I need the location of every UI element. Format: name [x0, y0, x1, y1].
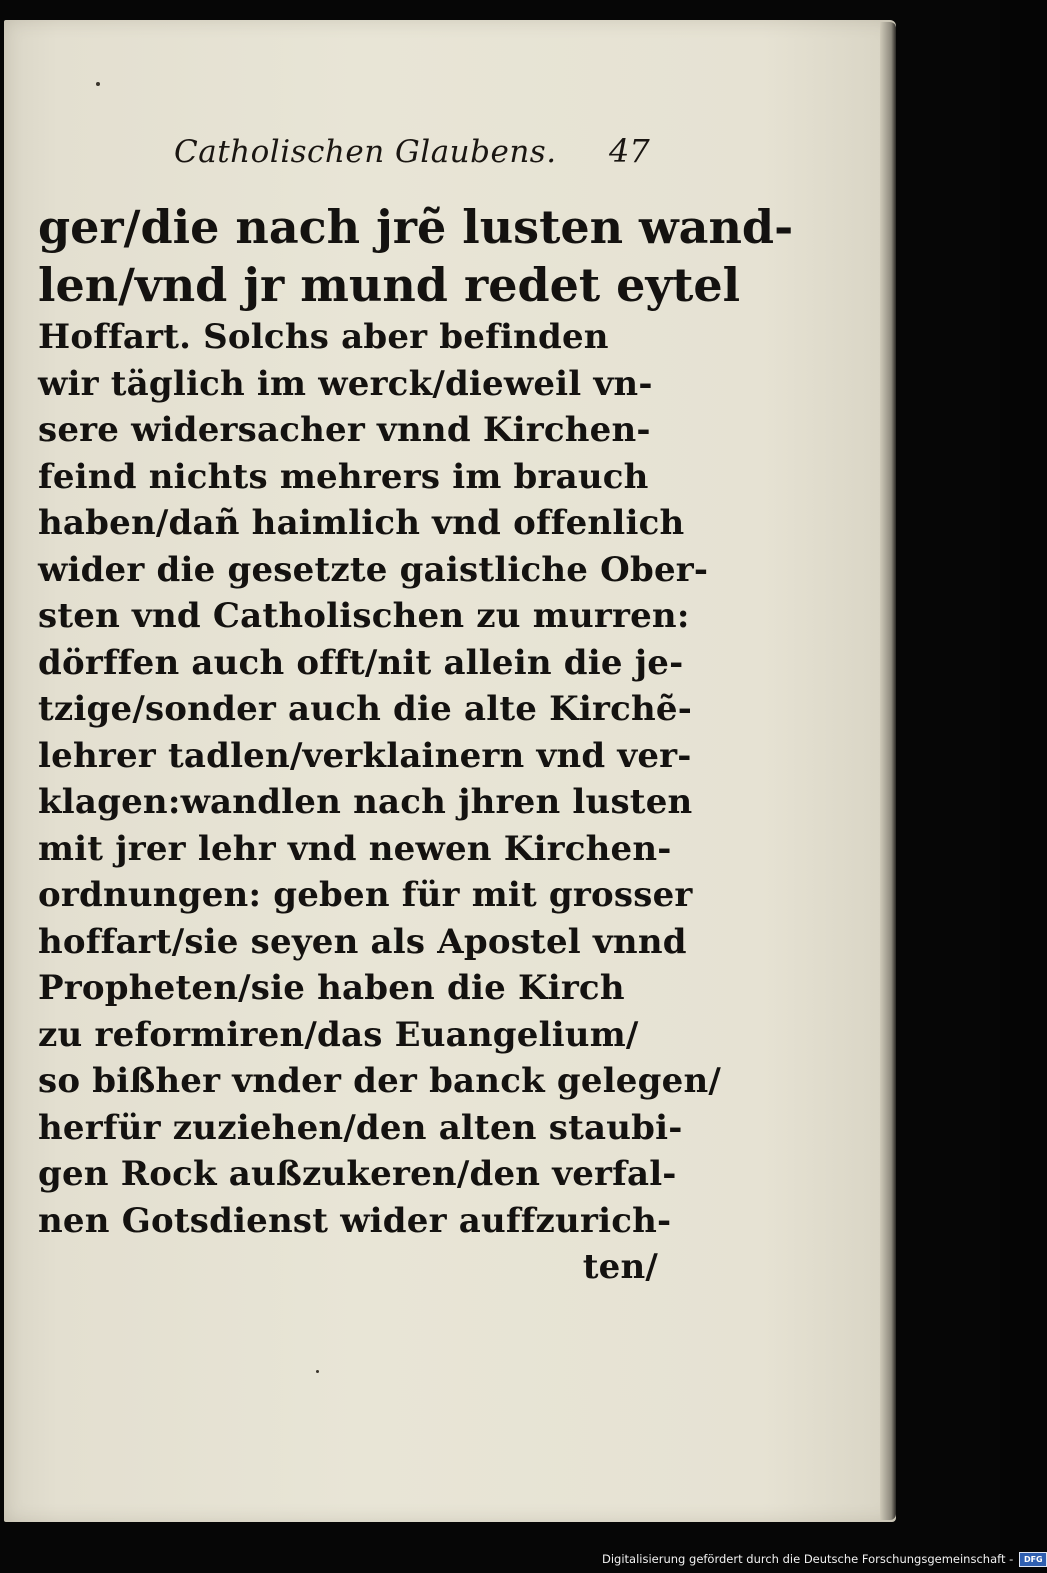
book-page [4, 20, 896, 1522]
text-line: Propheten/sie haben die Kirch [38, 968, 625, 1008]
text-line: lehrer tadlen/verklainern vnd ver- [38, 735, 692, 776]
page-number: 47 [609, 132, 650, 170]
paper-speck [316, 1370, 319, 1373]
digitization-footer [602, 1549, 1047, 1569]
dfg-logo-icon: DFG [1019, 1552, 1047, 1567]
text-line: so bißher vnder der banck gelegen/ [38, 1061, 721, 1101]
text-line: nen Gotsdienst wider auffzurich- [38, 1200, 672, 1241]
catchword-line: ten/ [582, 1247, 658, 1287]
text-line: sten vnd Catholischen zu murren: [38, 596, 690, 636]
text-line: mit jrer lehr vnd newen Kirchen- [38, 828, 672, 869]
text-line: wir täglich im werck/dieweil vn- [38, 363, 653, 404]
text-line: zu reformiren/das Euangelium/ [38, 1014, 639, 1055]
text-line: ger/die nach jrẽ lusten wand- [38, 200, 794, 254]
text-line: klagen:wandlen nach jhren lusten [38, 782, 693, 822]
page-edge-shadow [880, 22, 896, 1520]
running-head [174, 128, 664, 178]
running-head-title: Catholischen Glaubens. [174, 134, 557, 170]
text-line: dörffen auch offt/nit allein die je- [38, 642, 684, 683]
text-line: haben/dañ haimlich vnd offenlich [38, 503, 685, 543]
text-line: gen Rock außzukeren/den verfal- [38, 1154, 677, 1194]
text-line: ordnungen: geben für mit grosser [38, 875, 693, 915]
text-line: wider die gesetzte gaistliche Ober- [38, 549, 709, 590]
text-line: sere widersacher vnnd Kirchen- [38, 410, 651, 450]
body-text [38, 198, 794, 1291]
text-line: Hoffart. Solchs aber befinden [38, 317, 609, 357]
text-line: herfür zuziehen/den alten staubi- [38, 1107, 683, 1148]
paper-speck [96, 82, 100, 86]
text-line: feind nichts mehrers im brauch [38, 456, 649, 497]
text-line: tzige/sonder auch die alte Kirchẽ- [38, 689, 693, 729]
text-line: hoffart/sie seyen als Apostel vnnd [38, 921, 687, 962]
funding-credit: Digitalisierung gefördert durch die Deutsche Forschungsgemeinschaft - [602, 1552, 1014, 1566]
text-line: len/vnd jr mund redet eytel [38, 258, 741, 312]
